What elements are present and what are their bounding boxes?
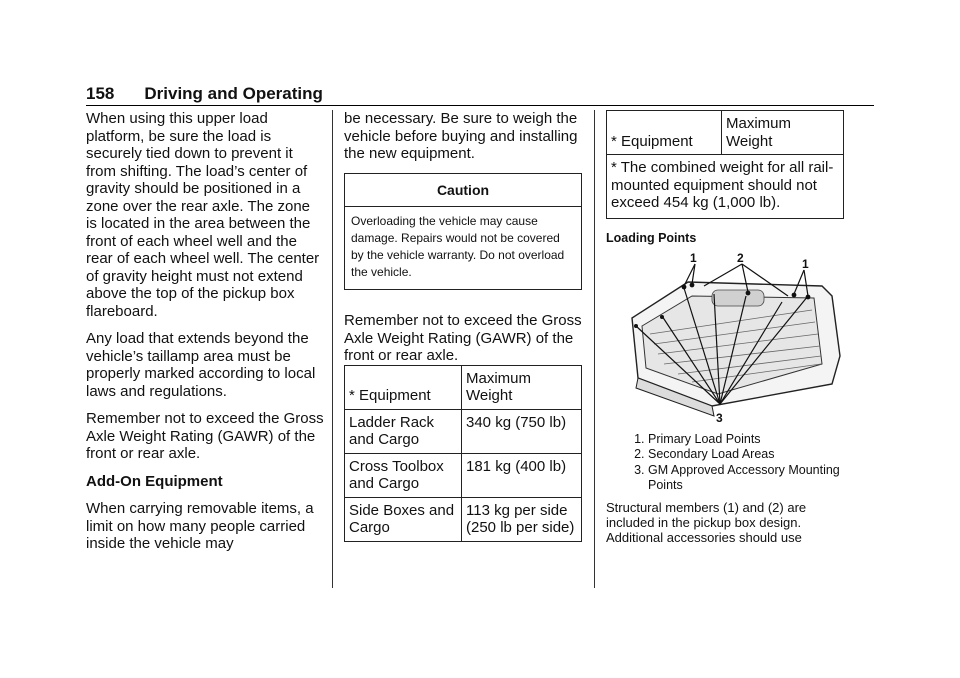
equipment-header: * Equipment: [345, 365, 462, 409]
column-middle: [344, 110, 582, 542]
weight-cell: 113 kg per side (250 lb per side): [462, 497, 582, 541]
weight-cell: 181 kg (400 lb): [462, 453, 582, 497]
equipment-header: * Equipment: [607, 111, 722, 155]
equipment-weight-table: [344, 365, 582, 542]
callout-2: 2: [737, 250, 744, 265]
column-divider-left: [332, 110, 333, 588]
list-item: 3. GM Approved Accessory Mounting Points: [648, 463, 844, 494]
column-left: [86, 110, 324, 563]
removable-items-paragraph: When carrying removable items, a limit on how many people carried inside the vehicle may: [86, 500, 314, 552]
add-on-equipment-heading: Add-On Equipment: [86, 472, 223, 490]
figure-legend: [606, 432, 844, 494]
gawr-paragraph: Remember not to exceed the Gross Axle Weight Rating (GAWR) of the front or rear axle.: [86, 410, 324, 462]
gawr-reminder-paragraph: Remember not to exceed the Gross Axle Weight Rating (GAWR) of the front or rear axle.: [344, 312, 582, 364]
page-number: 158: [86, 84, 115, 103]
loading-points-heading: Loading Points: [606, 230, 697, 245]
table-header-row: [345, 365, 582, 409]
structural-members-paragraph: Structural members (1) and (2) are included in the pickup box design. Additional accessories should use: [606, 499, 807, 545]
equipment-weight-table-continued: [606, 110, 844, 219]
table-row: [345, 409, 582, 453]
equipment-cell: Ladder Rack and Cargo: [345, 409, 462, 453]
caution-text: Overloading the vehicle may cause damage. Repairs would not be covered by the vehicle warranty. Do not overload the vehicle.: [351, 214, 565, 279]
table-row: [345, 497, 582, 541]
list-item: 2. Secondary Load Areas: [648, 447, 844, 463]
list-item: 1. Primary Load Points: [648, 432, 844, 448]
table-footnote: * The combined weight for all rail-mounted equipment should not exceed 454 kg (1,000 lb).: [607, 155, 844, 219]
upper-platform-paragraph: When using this upper load platform, be sure the load is securely tied down to prevent it from shifting. The load’s center of gravity should be positioned in a zone over the rear axle. The zone is located in the area between the front of each wheel well and the rear of each wheel well. The center of gravity height must not extend above the top of the pickup box flareboard.: [86, 110, 320, 320]
page-header: [86, 84, 323, 106]
equipment-cell: Side Boxes and Cargo: [345, 497, 462, 541]
weight-header: Maximum Weight: [722, 111, 844, 155]
loading-points-figure: [622, 250, 852, 426]
caution-box: [344, 173, 582, 291]
weight-header: Maximum Weight: [462, 365, 582, 409]
equipment-cell: Cross Toolbox and Cargo: [345, 453, 462, 497]
caution-title: Caution: [345, 174, 581, 208]
header-rule: [86, 105, 874, 106]
callout-3: 3: [716, 410, 723, 425]
pickup-box-illustration: [622, 256, 852, 426]
table-row: [607, 155, 844, 219]
weight-cell: 340 kg (750 lb): [462, 409, 582, 453]
weigh-vehicle-paragraph: be necessary. Be sure to weigh the vehicle before buying and installing the new equipment.: [344, 110, 578, 162]
column-right: [606, 110, 844, 555]
table-header-row: [607, 111, 844, 155]
callout-1-right: 1: [802, 256, 809, 271]
callout-1-left: 1: [690, 250, 697, 265]
taillamp-paragraph: Any load that extends beyond the vehicle’s taillamp area must be properly marked according to local laws and regulations.: [86, 330, 316, 400]
table-row: [345, 453, 582, 497]
column-divider-right: [594, 110, 595, 588]
section-title: Driving and Operating: [144, 84, 323, 103]
